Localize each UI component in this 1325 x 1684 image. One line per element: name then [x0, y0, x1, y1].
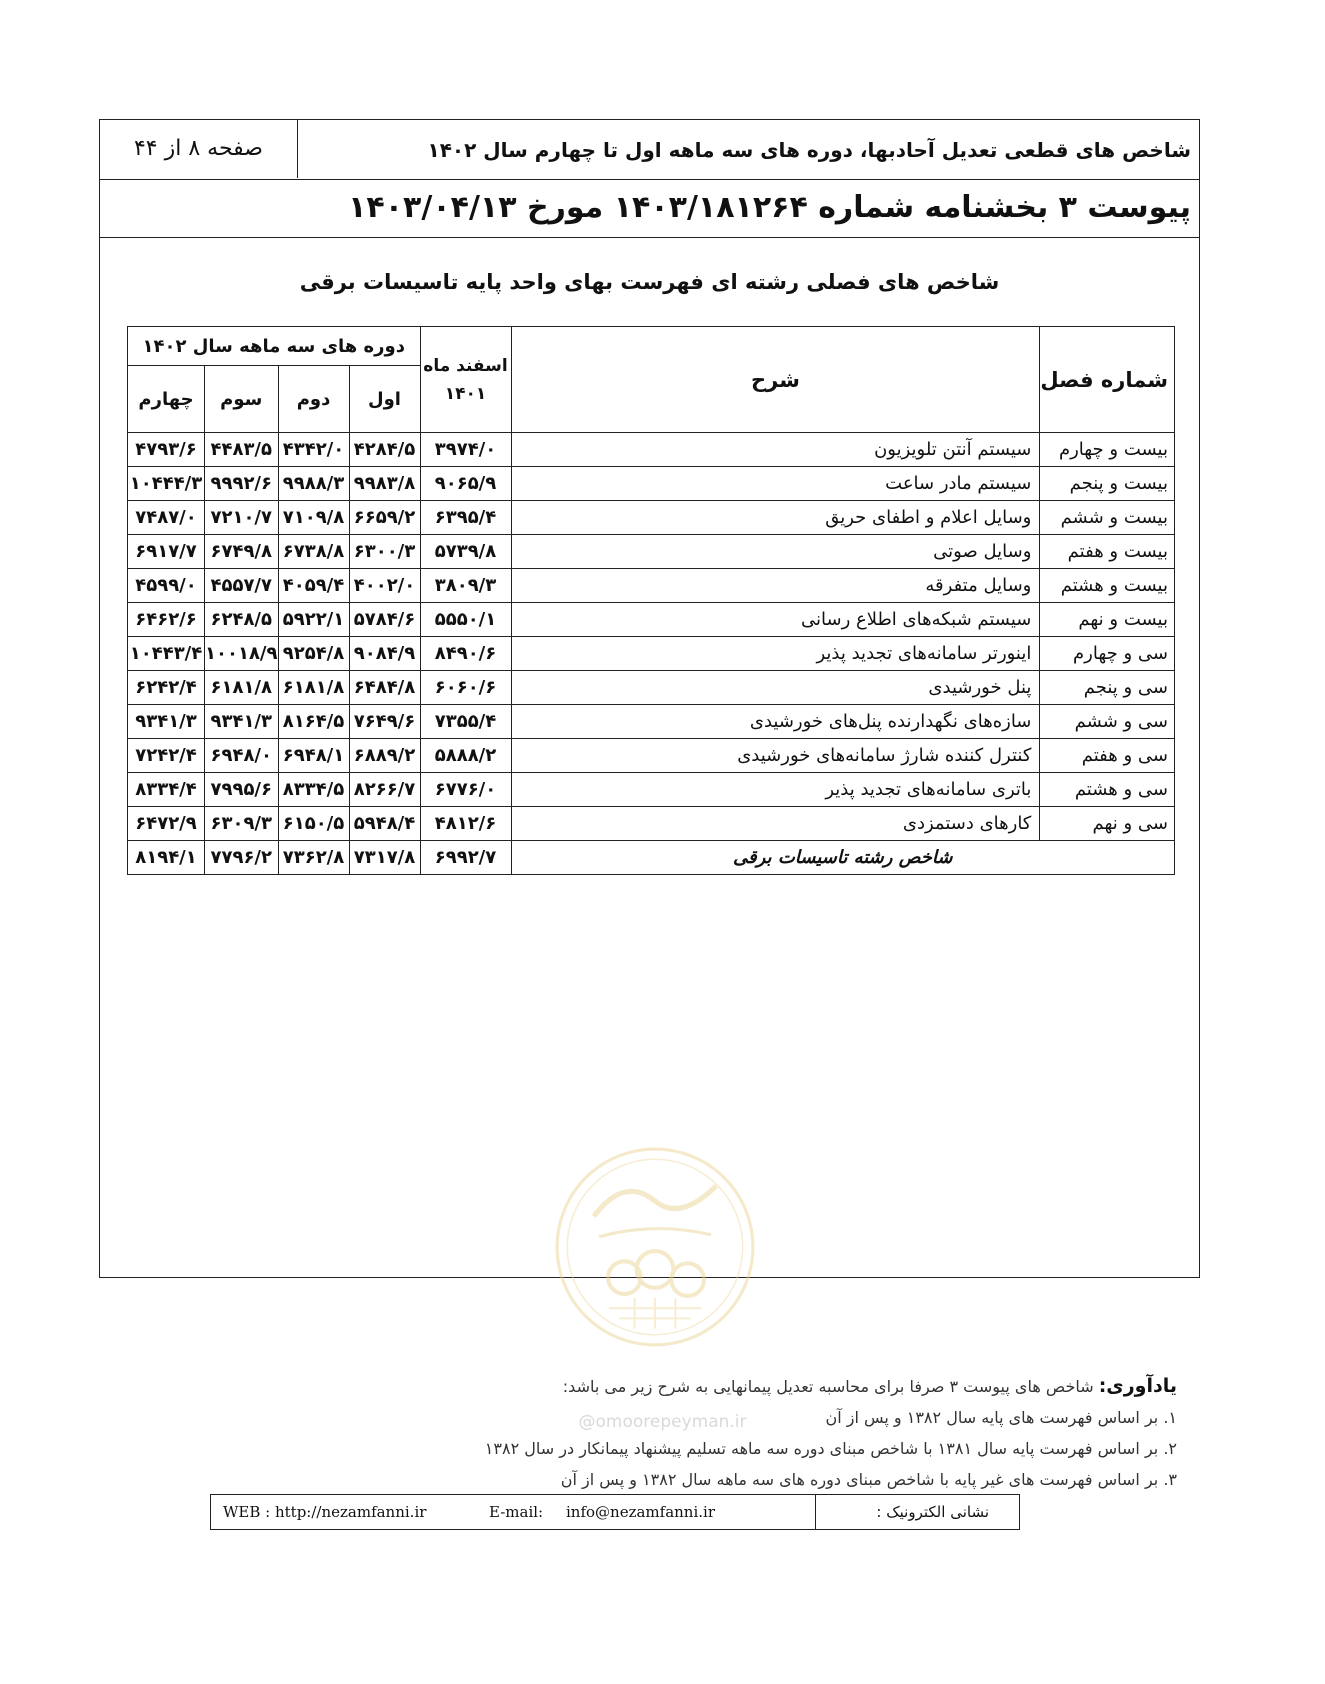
esfand-cell: ۴۸۱۲/۶ [420, 807, 511, 841]
header-q1: اول [349, 366, 420, 433]
table-row [128, 773, 1175, 807]
chapter-cell: بیست و ششم [1040, 501, 1175, 535]
q3-cell: ۷۲۱۰/۷ [205, 501, 279, 535]
footer-address-label: نشانی الکترونیک : [815, 1495, 1019, 1529]
esfand-cell: ۳۸۰۹/۳ [420, 569, 511, 603]
q4-cell: ۸۳۳۴/۴ [128, 773, 205, 807]
header-q3: سوم [205, 366, 279, 433]
table-row [128, 671, 1175, 705]
total-q2: ۷۳۶۲/۸ [278, 841, 349, 875]
table-row [128, 705, 1175, 739]
header-esfand-line2: ۱۴۰۱ [444, 383, 487, 404]
q2-cell: ۸۱۶۴/۵ [278, 705, 349, 739]
chapter-cell: سی و نهم [1040, 807, 1175, 841]
q1-cell: ۶۳۰۰/۳ [349, 535, 420, 569]
esfand-cell: ۸۴۹۰/۶ [420, 637, 511, 671]
q2-cell: ۶۷۳۸/۸ [278, 535, 349, 569]
total-esfand: ۶۹۹۲/۷ [420, 841, 511, 875]
description-cell: سیستم مادر ساعت [511, 467, 1040, 501]
table-row [128, 569, 1175, 603]
q3-cell: ۱۰۰۱۸/۹ [205, 637, 279, 671]
esfand-cell: ۵۵۵۰/۱ [420, 603, 511, 637]
table-row [128, 467, 1175, 501]
q4-cell: ۱۰۴۴۳/۴ [128, 637, 205, 671]
q2-cell: ۶۹۴۸/۱ [278, 739, 349, 773]
chapter-cell: بیست و پنجم [1040, 467, 1175, 501]
q1-cell: ۹۰۸۴/۹ [349, 637, 420, 671]
contact-footer [210, 1494, 1020, 1530]
q4-cell: ۷۲۴۲/۴ [128, 739, 205, 773]
q4-cell: ۱۰۴۴۴/۳ [128, 467, 205, 501]
total-q1: ۷۳۱۷/۸ [349, 841, 420, 875]
description-cell: باتری سامانه‌های تجدید پذیر [511, 773, 1040, 807]
q2-cell: ۴۰۵۹/۴ [278, 569, 349, 603]
notes-heading: یادآوری: [1098, 1375, 1177, 1397]
q4-cell: ۶۴۷۲/۹ [128, 807, 205, 841]
description-cell: وسایل متفرقه [511, 569, 1040, 603]
chapter-cell: بیست و هشتم [1040, 569, 1175, 603]
total-row [128, 841, 1175, 875]
esfand-cell: ۵۸۸۸/۲ [420, 739, 511, 773]
header-q2: دوم [278, 366, 349, 433]
q1-cell: ۵۷۸۴/۶ [349, 603, 420, 637]
chapter-cell: سی و ششم [1040, 705, 1175, 739]
page-number: صفحه ۸ از ۴۴ [133, 136, 263, 161]
header-description: شرح [511, 327, 1040, 433]
q2-cell: ۹۲۵۴/۸ [278, 637, 349, 671]
header-row [100, 120, 1199, 180]
q4-cell: ۶۲۴۲/۴ [128, 671, 205, 705]
description-cell: وسایل صوتی [511, 535, 1040, 569]
table-title: شاخص های فصلی رشته ای فهرست بهای واحد پایه تاسیسات برقی [299, 270, 1000, 294]
q1-cell: ۶۸۸۹/۲ [349, 739, 420, 773]
q4-cell: ۶۴۶۲/۶ [128, 603, 205, 637]
q2-cell: ۷۱۰۹/۸ [278, 501, 349, 535]
esfand-cell: ۶۳۹۵/۴ [420, 501, 511, 535]
q3-cell: ۶۲۴۸/۵ [205, 603, 279, 637]
esfand-cell: ۳۹۷۴/۰ [420, 433, 511, 467]
q1-cell: ۶۶۵۹/۲ [349, 501, 420, 535]
note-item: ۲. بر اساس فهرست پایه سال ۱۳۸۱ با شاخص مبنای دوره سه ماهه تسلیم پیشنهاد پیمانکار در سال ۱۳۸۲ [484, 1439, 1177, 1458]
table-row [128, 603, 1175, 637]
description-cell: کارهای دستمزدی [511, 807, 1040, 841]
q3-cell: ۹۹۹۲/۶ [205, 467, 279, 501]
q2-cell: ۸۳۳۴/۵ [278, 773, 349, 807]
description-cell: سیستم آنتن تلویزیون [511, 433, 1040, 467]
esfand-cell: ۹۰۶۵/۹ [420, 467, 511, 501]
description-cell: کنترل کننده شارژ سامانه‌های خورشیدی [511, 739, 1040, 773]
q4-cell: ۴۷۹۳/۶ [128, 433, 205, 467]
chapter-cell: سی و چهارم [1040, 637, 1175, 671]
q4-cell: ۶۹۱۷/۷ [128, 535, 205, 569]
q1-cell: ۹۹۸۳/۸ [349, 467, 420, 501]
document-title: شاخص های قطعی تعدیل آحادبها، دوره های سه ماهه اول تا چهارم سال ۱۴۰۲ [427, 138, 1191, 162]
q3-cell: ۶۹۴۸/۰ [205, 739, 279, 773]
watermark-site: @omoorepeyman.ir [578, 1412, 747, 1432]
table-row [128, 535, 1175, 569]
q2-cell: ۴۳۴۲/۰ [278, 433, 349, 467]
q3-cell: ۶۱۸۱/۸ [205, 671, 279, 705]
q1-cell: ۸۲۶۶/۷ [349, 773, 420, 807]
circular-reference: پیوست ۳ بخشنامه شماره ۱۴۰۳/۱۸۱۲۶۴ مورخ ۱۴۰۳/۰۴/۱۳ [348, 190, 1191, 225]
esfand-cell: ۵۷۳۹/۸ [420, 535, 511, 569]
q3-cell: ۶۷۴۹/۸ [205, 535, 279, 569]
header-esfand [420, 327, 511, 433]
esfand-cell: ۶۷۷۶/۰ [420, 773, 511, 807]
chapter-cell: بیست و هفتم [1040, 535, 1175, 569]
table-body [128, 433, 1175, 841]
total-label: شاخص رشته تاسیسات برقی [511, 841, 1175, 875]
q2-cell: ۹۹۸۸/۳ [278, 467, 349, 501]
table-row [128, 501, 1175, 535]
esfand-cell: ۶۰۶۰/۶ [420, 671, 511, 705]
q4-cell: ۹۳۴۱/۳ [128, 705, 205, 739]
table-row [128, 739, 1175, 773]
total-q3: ۷۷۹۶/۲ [205, 841, 279, 875]
note-item: ۳. بر اساس فهرست های غیر پایه با شاخص مبنای دوره های سه ماهه سال ۱۳۸۲ و پس از آن [560, 1470, 1177, 1489]
footer-web-link[interactable]: WEB : http://nezamfanni.ir [223, 1503, 427, 1521]
footer-email-link[interactable]: info@nezamfanni.ir [566, 1503, 715, 1521]
esfand-cell: ۷۳۵۵/۴ [420, 705, 511, 739]
header-q4: چهارم [128, 366, 205, 433]
q1-cell: ۷۶۴۹/۶ [349, 705, 420, 739]
chapter-cell: بیست و نهم [1040, 603, 1175, 637]
notes-intro: شاخص های پیوست ۳ صرفا برای محاسبه تعدیل پیمانهایی به شرح زیر می باشد: [562, 1377, 1094, 1396]
total-q4: ۸۱۹۴/۱ [128, 841, 205, 875]
footer-email-label: E-mail: [489, 1503, 544, 1521]
q1-cell: ۴۲۸۴/۵ [349, 433, 420, 467]
q2-cell: ۵۹۲۲/۱ [278, 603, 349, 637]
q3-cell: ۶۳۰۹/۳ [205, 807, 279, 841]
q2-cell: ۶۱۵۰/۵ [278, 807, 349, 841]
q3-cell: ۴۵۵۷/۷ [205, 569, 279, 603]
index-table [127, 326, 1175, 875]
table-row [128, 433, 1175, 467]
q2-cell: ۶۱۸۱/۸ [278, 671, 349, 705]
subtitle-row [100, 180, 1199, 238]
description-cell: سازه‌های نگهدارنده پنل‌های خورشیدی [511, 705, 1040, 739]
q1-cell: ۶۴۸۴/۸ [349, 671, 420, 705]
header-quarter-group: دوره های سه ماهه سال ۱۴۰۲ [128, 327, 421, 366]
description-cell: وسایل اعلام و اطفای حریق [511, 501, 1040, 535]
table-row [128, 807, 1175, 841]
q3-cell: ۷۹۹۵/۶ [205, 773, 279, 807]
note-item: ۱. بر اساس فهرست های پایه سال ۱۳۸۲ و پس از آن [825, 1408, 1177, 1427]
chapter-cell: سی و هشتم [1040, 773, 1175, 807]
watermark-logo [553, 1145, 757, 1349]
description-cell: اینورتر سامانه‌های تجدید پذیر [511, 637, 1040, 671]
q4-cell: ۷۴۸۷/۰ [128, 501, 205, 535]
notes-section [177, 1371, 1177, 1495]
description-cell: پنل خورشیدی [511, 671, 1040, 705]
q3-cell: ۴۴۸۳/۵ [205, 433, 279, 467]
q3-cell: ۹۳۴۱/۳ [205, 705, 279, 739]
chapter-cell: سی و هفتم [1040, 739, 1175, 773]
q1-cell: ۴۰۰۲/۰ [349, 569, 420, 603]
page-frame [99, 119, 1200, 1278]
description-cell: سیستم شبکه‌های اطلاع رسانی [511, 603, 1040, 637]
q4-cell: ۴۵۹۹/۰ [128, 569, 205, 603]
notes-intro-line [177, 1371, 1177, 1402]
header-chapter: شماره فصل [1040, 327, 1175, 433]
table-row [128, 637, 1175, 671]
q1-cell: ۵۹۴۸/۴ [349, 807, 420, 841]
chapter-cell: سی و پنجم [1040, 671, 1175, 705]
page-number-box [100, 120, 298, 178]
header-esfand-line1: اسفند ماه [423, 355, 508, 376]
chapter-cell: بیست و چهارم [1040, 433, 1175, 467]
